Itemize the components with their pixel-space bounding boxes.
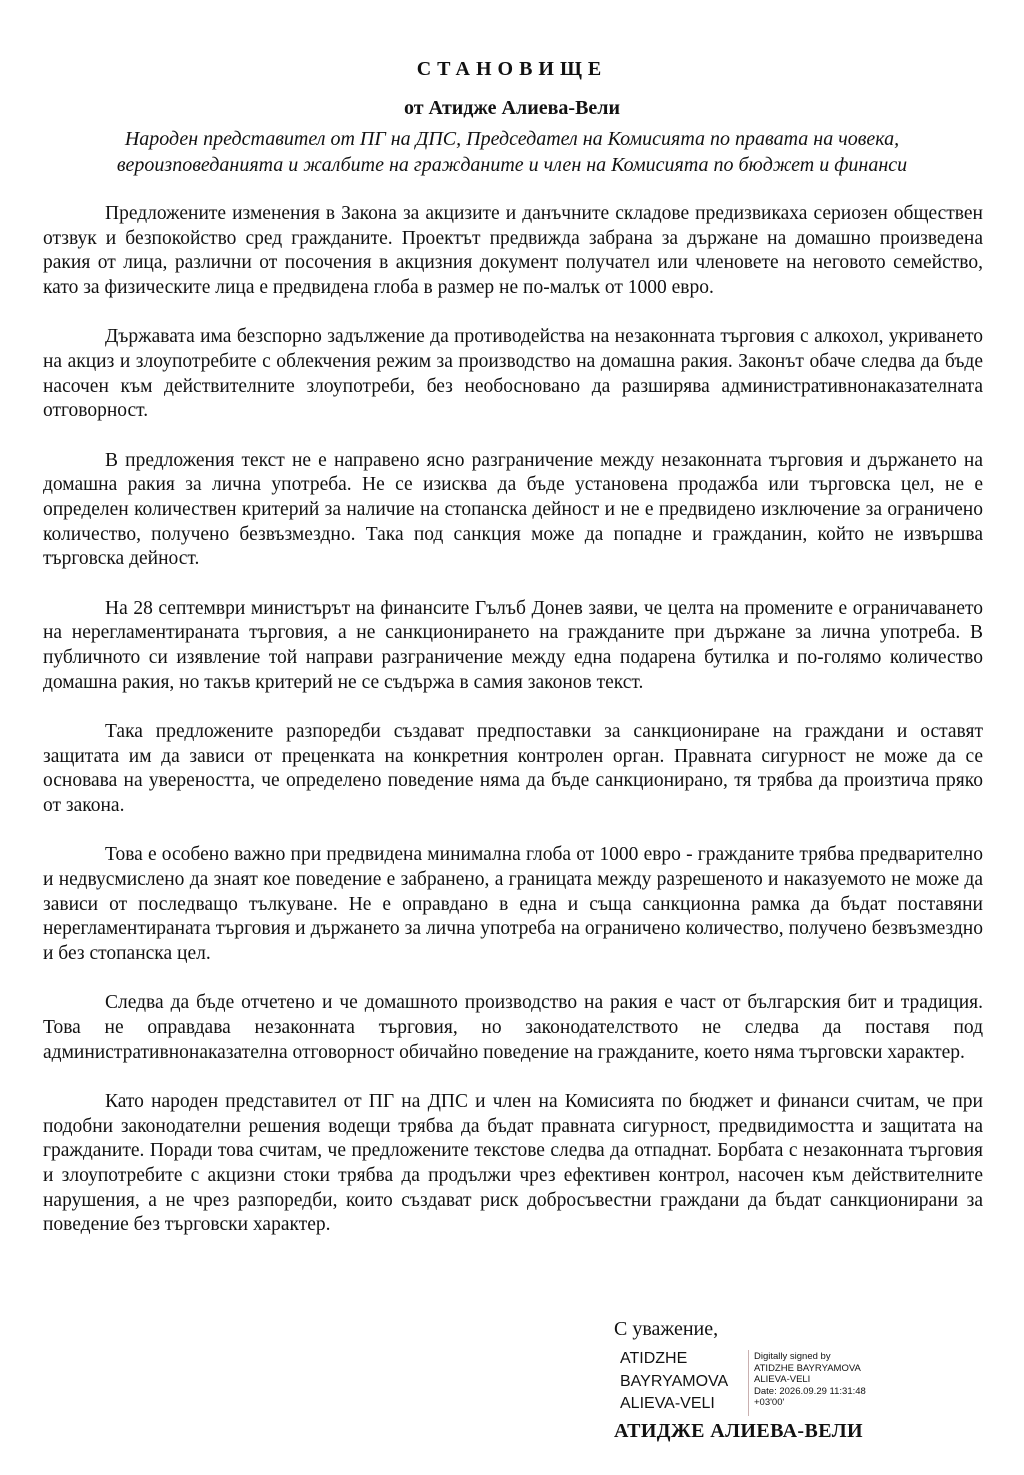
signature-name-line: ALIEVA-VELI bbox=[620, 1395, 715, 1412]
body-paragraph: На 28 септември министърът на финансите Гълъб Донев заяви, че целта на промените е ограничаването на нерегламентираната търговия, а не санкционирането на гражданите при държане за лична употреба. В публичното си изявление той направи разграничение между една подарена бутилка и по-голямо количество домашна ракия, но такъв критерий не се съдържа в самия законов текст. bbox=[43, 597, 983, 693]
body-paragraph: Предложените изменения в Закона за акцизите и данъчните складове предизвикаха сериозен обществен отзвук и безпокойство сред гражданите. Проектът предвижда забрана за държане на домашно произведена ракия от лица, различни от посочения в акцизния документ получател или членовете на неговото семейство, като за физическите лица е предвидена глоба в размер не по-малък от 1000 евро. bbox=[43, 203, 983, 298]
body-paragraph: Следва да бъде отчетено и че домашното производство на ракия е част от българския бит и традиция. Това не оправдава незаконната търговия, но законодателството не следва да поставя под административнонаказателна отговорност обичайно поведение на гражданите, което няма търговски характер. bbox=[43, 992, 983, 1063]
author-line: от Атидже Алиева-Вели bbox=[403, 97, 621, 119]
document-body bbox=[43, 202, 983, 1263]
body-paragraph: Като народен представител от ПГ на ДПС и член на Комисията по бюджет и финанси считам, че при подобни законодателни решения водещи трябва да бъдат правната сигурност, предвидимостта и защитата на гражданите. Поради това считам, че предложените текстове следва да отпаднат. Борбата с незаконната търговия и злоупотребите с акцизни стоки трябва да продължи чрез ефективен контрол, насочен към действителните нарушения, а не чрез разпоредби, които създават риск добросъвестни граждани да бъдат санкционирани за поведение без търговски характер. bbox=[43, 1091, 983, 1236]
signature-detail-line: ALIEVA-VELI bbox=[754, 1374, 811, 1385]
body-paragraph: Държавата има безспорно задължение да противодейства на незаконната търговия с алкохол, укриването на акциз и злоупотребите с облекчения режим за производство на домашна ракия. Законът обаче следва да бъде насочен към действителните злоупотреби, без необосновано да разширява административнонаказателната отговорност. bbox=[43, 326, 983, 422]
role-line: вероизповеданията и жалбите на гражданите и член на Комисията по бюджет и финанси bbox=[116, 154, 908, 176]
signature-detail-line: ATIDZHE BAYRYAMOVA bbox=[754, 1362, 861, 1374]
signature-name-line: BAYRYAMOVA bbox=[620, 1372, 729, 1390]
closing-salutation: С уважение, bbox=[614, 1318, 719, 1340]
body-paragraph: Това е особено важно при предвидена минимална глоба от 1000 евро - гражданите трябва предварително и недвусмислено да знаят кое поведение е забранено, а границата между разрешеното и наказуемото не може да зависи от последващо тълкуване. Не е оправдано в една и съща санкционна рамка да бъдат поставяни нерегламентираната търговия и държането за лична употреба на ограничено количество, получено безвъзмездно и без стопанска цел. bbox=[43, 844, 983, 964]
signature-divider bbox=[748, 1350, 749, 1416]
signature-detail-line: +03'00' bbox=[754, 1397, 785, 1408]
signature-name bbox=[620, 1348, 728, 1416]
document-title: СТАНОВИЩЕ bbox=[416, 58, 608, 80]
signer-name: АТИДЖЕ АЛИЕВА-ВЕЛИ bbox=[614, 1420, 863, 1442]
signature-details bbox=[754, 1351, 866, 1409]
author-role bbox=[40, 126, 984, 178]
signature-detail-line: Digitally signed by bbox=[754, 1351, 831, 1362]
body-paragraph: Така предложените разпоредби създават предпоставки за санкциониране на граждани и оставят защитата им да зависи от преценката на конкретния контролен орган. Правната сигурност не може да се основава на увереността, че определено поведение няма да бъде санкционирано, тя трябва да произтича пряко от закона. bbox=[43, 721, 983, 816]
role-line: Народен представител от ПГ на ДПС, Председател на Комисията по правата на човека, bbox=[124, 128, 900, 150]
signature-name-line: ATIDZHE bbox=[620, 1350, 688, 1367]
body-paragraph: В предложения текст не е направено ясно разграничение между незаконната търговия и държането на домашна ракия за лична употреба. Не се изисква да бъде установена продажба или търговска цел, не е определен количествен критерий за наличие на стопанска дейност и не е предвидено изключение за ограничено количество, получено безвъзмездно. Така под санкция може да попадне и гражданин, който не извършва търговска дейност. bbox=[43, 449, 983, 570]
digital-signature bbox=[620, 1348, 920, 1418]
signature-detail-line: Date: 2026.09.29 11:31:48 bbox=[754, 1385, 866, 1397]
